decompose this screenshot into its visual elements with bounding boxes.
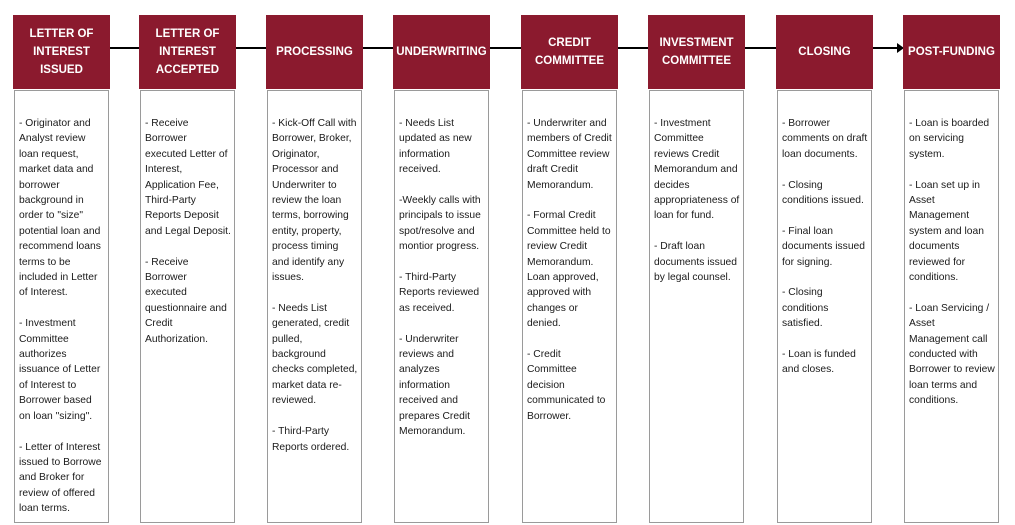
stage-item: - Third-Party Reports ordered. [272, 426, 350, 453]
stage-header: LETTER OF INTEREST ACCEPTED [139, 15, 236, 89]
stage-item: - Underwriter and members of Credit Committee review draft Credit Memorandum. [527, 118, 612, 191]
stage-item: - Draft loan documents issued by legal counsel. [654, 241, 737, 284]
stage-body [522, 90, 617, 523]
stage-item: - Investment Committee authorizes issuance of Letter of Interest to Borrower based on loan "sizing". [19, 318, 101, 422]
stage-body [267, 90, 362, 523]
stage-item: - Third-Party Reports reviewed as received. [399, 272, 480, 314]
stage-processing [266, 15, 363, 453]
stage-credit-committee [521, 15, 618, 422]
stage-item: - Underwriter reviews and analyzes information received and prepares Credit Memorandum. [399, 333, 470, 438]
stage-header: CLOSING [776, 15, 873, 89]
stage-body [394, 90, 489, 523]
stage-item: - Closing conditions satisfied. [782, 287, 829, 330]
stage-body [649, 90, 744, 523]
stage-closing [776, 15, 873, 376]
stage-body [140, 90, 235, 523]
stage-letter-of-interest-accepted [139, 15, 236, 345]
stage-post-funding [903, 15, 1000, 407]
stage-investment-committee [648, 15, 745, 284]
stage-item: - Loan is boarded on servicing system. [909, 118, 990, 160]
stage-item: - Formal Credit Committee held to review Credit Memorandum. Loan approved, approved with changes or denied. [527, 210, 611, 330]
stage-item: - Loan set up in Asset Management system and loan documents reviewed for conditions. [909, 179, 984, 284]
stage-item: - Originator and Analyst review loan request, market data and borrower background in order to "size" potential loan and recommend loans terms to be included in Letter of Interest. [19, 118, 101, 299]
stage-body [777, 90, 872, 523]
stage-letter-of-interest-issued [13, 15, 110, 515]
stage-item: -Weekly calls with principals to issue spot/resolve and montior progress. [399, 195, 481, 253]
stage-item: - Credit Committee decision communicated to Borrower. [527, 349, 606, 422]
stage-header: INVESTMENT COMMITTEE [648, 15, 745, 89]
stage-header: CREDIT COMMITTEE [521, 15, 618, 89]
stage-item: - Loan Servicing / Asset Management call conducted with Borrower to review loan terms and conditions. [909, 302, 995, 407]
stage-item: - Receive Borrower executed Letter of Interest, Application Fee, Third-Party Reports Deposit and Legal Deposit. [145, 118, 231, 237]
stage-header: POST-FUNDING [903, 15, 1000, 89]
stage-item: - Closing conditions issued. [782, 179, 864, 207]
stage-body [904, 90, 999, 523]
stage-item: - Receive Borrower executed questionnaire and Credit Authorization. [145, 256, 227, 345]
stage-item: - Needs List updated as new information received. [399, 118, 472, 176]
stage-item: - Investment Committee reviews Credit Memorandum and decides appropriateness of loan for fund. [654, 118, 740, 222]
stage-header: UNDERWRITING [393, 15, 490, 89]
stage-item: - Borrower comments on draft loan documents. [782, 118, 868, 160]
stage-item: - Final loan documents issued for signing. [782, 225, 865, 268]
stage-underwriting [393, 15, 490, 438]
stage-item: - Loan is funded and closes. [782, 349, 856, 376]
stage-item: - Needs List generated, credit pulled, background checks completed, market data re-reviewed. [272, 302, 358, 407]
stage-item: - Letter of Interest issued to Borrowe and Broker for review of offered loan terms. [19, 441, 102, 515]
stage-item: - Kick-Off Call with Borrower, Broker, Originator, Processor and Underwriter to review the loan terms, borrowing entity, property, process timing and identify any issues. [272, 118, 357, 284]
stage-header: LETTER OF INTEREST ISSUED [13, 15, 110, 89]
stage-header: PROCESSING [266, 15, 363, 89]
stage-body [14, 90, 109, 523]
